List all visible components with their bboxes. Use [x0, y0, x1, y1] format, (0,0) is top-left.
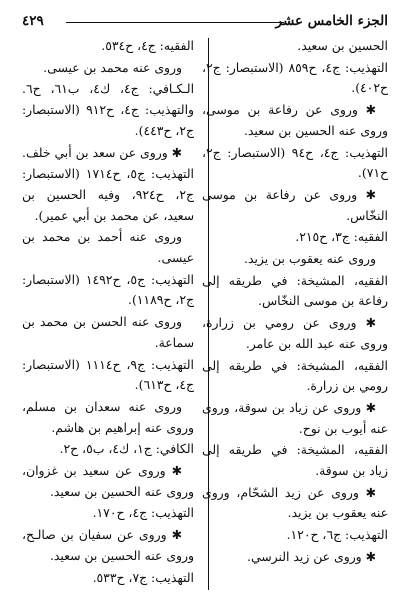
paragraph: ✱ وروى عن سعد بن أبي خلف.: [22, 144, 182, 160]
paragraph: ✱ وروى عن زيد الشحّام، وروى عنه يعقوب بن يزيد.: [202, 484, 388, 521]
paragraph: الكافي: ج١، ك٤، ب٥، ح٢.: [59, 441, 194, 457]
paragraph: وروى عنه محمد بن عيسى.: [43, 59, 182, 75]
paragraph: الفقيه، المشيخة: في طريقه إلى رفاعة بن موسى النخّاس.: [202, 272, 388, 309]
paragraph: ✱ وروى عن رفاعة بن موسى النخّاس.: [202, 186, 388, 223]
paragraph: التهذيب: ج٩، ح١١١٤ (الاستبصار: ج٤، ح٦١٣).: [22, 356, 194, 393]
paragraph: التهذيب: ج٤، ح٨٥٩ (الاستبصار: ج٢، ح٤٠٢).: [202, 59, 388, 96]
paragraph: وروى عنه الحسن بن محمد بن سماعة.: [22, 314, 194, 350]
column-divider: [208, 38, 209, 590]
paragraph: التهذيب: ج٥، ح١٧١٤ (الاستبصار: ج٢، ح٩٢٤، وفيه الحسين بن سعيد، عن محمد بن أبي عمير).: [22, 166, 194, 223]
paragraph: الفقيه، المشيخة: في طريقه إلى رومي بن زرارة.: [202, 357, 388, 394]
page-number: ٤٢٩: [22, 13, 44, 29]
paragraph: وروى عنه سعدان بن مسلم، وروى عنه إبراهيم بن هاشم.: [22, 398, 194, 435]
paragraph: وروى عنه يعقوب بن يزيد.: [244, 251, 376, 267]
paragraph: الفقيه، المشيخة: في طريقه إلى زياد بن سوقة.: [202, 442, 388, 479]
paragraph: ✱ وروى عن زياد بن سوقة، وروى عنه أيوب بن نوح.: [202, 399, 388, 436]
paragraph: ✱ وروى عن سفيان بن صالـح، وروى عنه الحسين بن سعيد.: [22, 527, 194, 563]
paragraph: الفقيه: ج٣، ح٢١٥.: [295, 229, 388, 245]
paragraph: ✱ وروى عن رومي بن زرارة، وروى عنه عبد الله بن عامر.: [202, 315, 388, 351]
paragraph: التهذيب: ج٤، ح٩٤ (الاستبصار: ج٢، ح٧١).: [202, 144, 388, 181]
paragraph: التهذيب: ج٦، ح١٢٠.: [286, 527, 388, 543]
page-header: [22, 10, 388, 36]
header-rule: [66, 22, 284, 23]
left-column: [22, 36, 194, 596]
paragraph: الفقيه: ج٤، ح٥٣٤.: [101, 38, 194, 53]
paragraph: ✱ وروى عن سعيد بن غزوان، وروى عنه الحسين بن سعيد.: [22, 463, 194, 499]
paragraph: وروى عنه أحمد بن محمد بن عيسى.: [22, 229, 194, 266]
paragraph: التهذيب: ج٧، ح٥٣٣.: [92, 569, 194, 585]
paragraph: التهذيب: ج٥، ح١٤٩٢ (الاستبصار: ج٢، ح١١٨٩).: [22, 271, 194, 308]
paragraph: الحسين بن سعيد.: [297, 38, 388, 53]
paragraph: ✱ وروى عن زيد النرسي.: [247, 548, 376, 564]
right-column: [202, 36, 388, 596]
paragraph: ✱ وروى عن رفاعة بن موسى، وروى عنه الحسين بن سعيد.: [202, 102, 388, 138]
paragraph: الـكـافي: ج٤، ك٤، ب٦١، ح٦. والتهذيب: ج٤، ح٩١٢ (الاستبصار: ج٢، ح٤٤٣).: [22, 81, 194, 138]
paragraph: التهذيب: ج٤، ح١٧٠.: [92, 505, 194, 521]
running-title: الجزء الخامس عشر: [275, 13, 388, 29]
